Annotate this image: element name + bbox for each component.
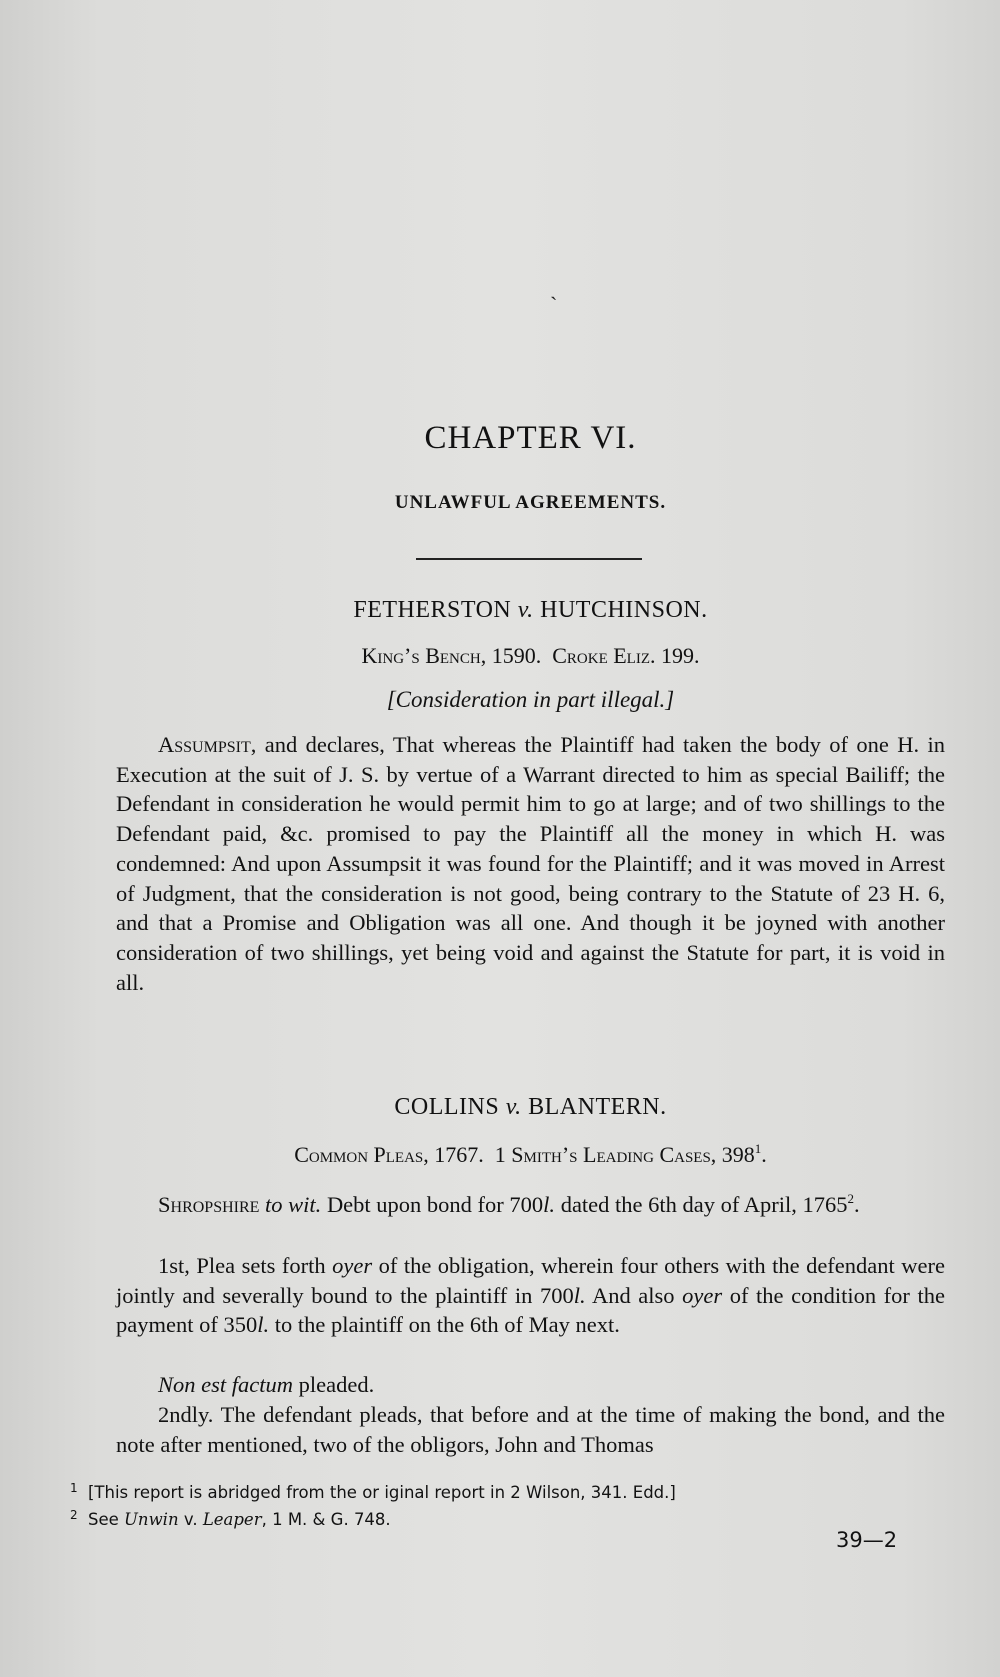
divider-rule [416, 558, 642, 560]
case-defendant: HUTCHINSON. [540, 597, 708, 623]
case2-paragraph-3: Non est factum pleaded. [158, 1372, 375, 1397]
bleed-through-text [110, 85, 910, 97]
footnote-ref: 2 [847, 1191, 855, 1206]
case2-paragraph-1: Shropshire to wit. Debt upon bond for 700l. dated the 6th day of April, 1765$^2$. [158, 1191, 860, 1217]
case-versus: v. [505, 1094, 522, 1120]
footnote-1: 1 [This report is abridged from the or iginal report in 2 Wilson, 341. Edd.] [70, 1481, 676, 1502]
chapter-title: CHAPTER VI. [424, 420, 637, 456]
paragraph-body: and declares, That whereas the Plaintiff had taken the body of one H. in Execution at the suit of J. S. by vertue of a Warrant directed to him as special Bailiff; the Defendant in consideration he would permit him to go at large; and of two shillings to the Defendant paid, &c. promised to pay the Plaintiff all the money in which H. was condemned: And upon Assumpsit it was found for the Plaintiff; and it was moved in Arrest of Judgment, that the consideration is not good, being contrary to the Statute of 23 H. 6, and that a Promise and Obligation was all one. And though it be joyned with another consideration of two shillings, yet being void and against the Statute for part, it is void in all. [116, 732, 945, 995]
case2-paragraph-4: 2ndly. The defendant pleads, that before and at the time of making the bond, and the note after mentioned, two of the obligors, John and Thomas [116, 1402, 945, 1457]
lead-word: Assumpsit, [158, 732, 257, 757]
report-name: 1 Smith’s Leading Cases, [489, 1142, 717, 1167]
headnote: [Consideration in part illegal.] [386, 687, 675, 712]
lead-word: Shropshire [158, 1192, 260, 1217]
case-title-fetherston [116, 597, 945, 624]
footnote-ref: 1 [754, 1141, 762, 1156]
court-name: Common Pleas [294, 1142, 424, 1167]
case-plaintiff: FETHERSTON [353, 597, 512, 623]
case2-paragraph-2: 1st, Plea sets forth oyer of the obligation, wherein four others with the defendant were jointly and severally bound to the plaintiff in 700l. And also oyer of the condition for the payment of 350l. to the plaintiff on the 6th of May next. [116, 1253, 945, 1338]
case1-paragraph [116, 730, 945, 997]
report-page: 199. [655, 643, 700, 668]
footnote-2: 2 See Unwin v. Leaper, 1 M. & G. 748. [70, 1508, 391, 1529]
signature-mark: 39—2 [836, 1528, 898, 1552]
report-name: Croke Eliz. [552, 643, 656, 668]
court-citation-1 [116, 643, 945, 669]
case-title-collins [116, 1094, 945, 1121]
report-page: 398 [716, 1142, 755, 1167]
section-heading: UNLAWFUL AGREEMENTS. [394, 492, 667, 513]
court-citation-2: Common Pleas, 1767. 1 Smith’s Leading Cases, $398^1$. [294, 1141, 767, 1167]
footnotes [70, 1477, 830, 1531]
stray-mark: ` [550, 292, 558, 317]
court-year: , 1590. [480, 643, 542, 668]
court-year: , 1767. [423, 1142, 484, 1167]
case-defendant: BLANTERN. [528, 1094, 667, 1120]
case-plaintiff: COLLINS [394, 1094, 500, 1120]
court-name: King’s Bench [361, 643, 481, 668]
case-versus: v. [517, 597, 534, 623]
